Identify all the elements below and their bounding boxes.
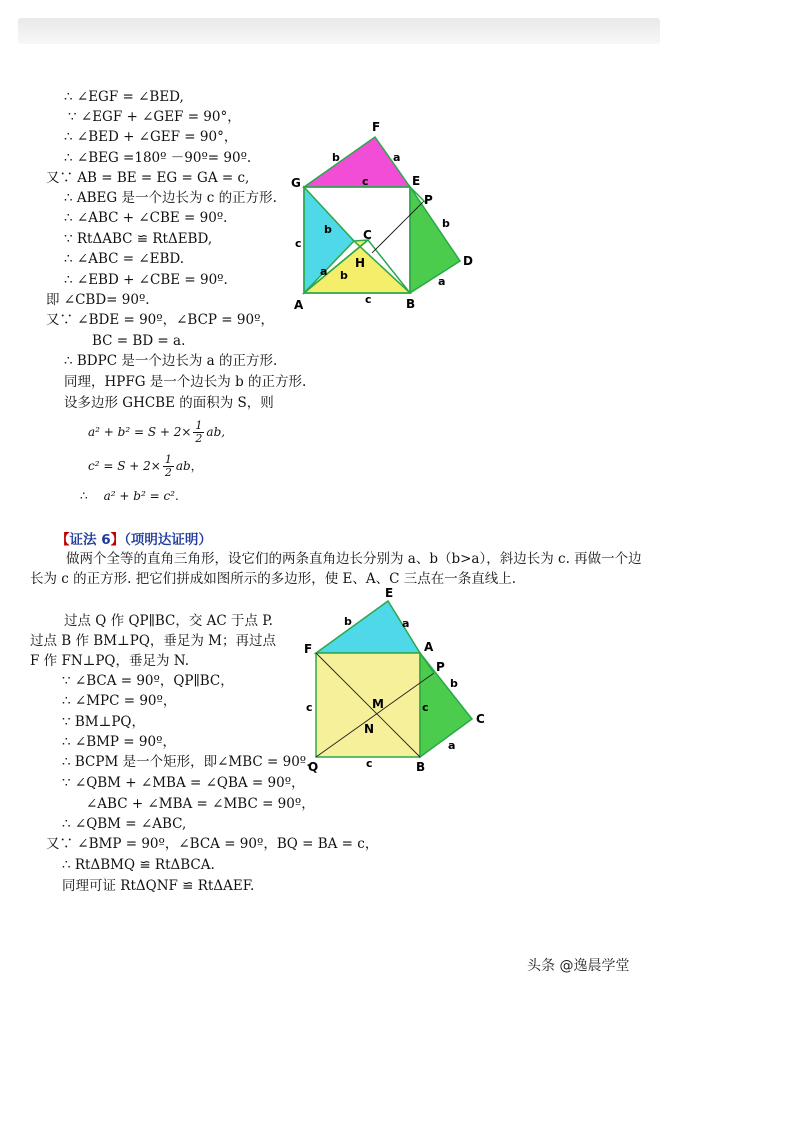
proof6-heading [56, 528, 212, 548]
side-label-b-right: b [442, 217, 450, 230]
proof6-line-5: ∴ BCPM 是一个矩形，即∠MBC = 90º. [62, 754, 311, 770]
fraction-denominator: 2 [195, 432, 203, 445]
proof5-line-13: BC = BD = a. [92, 333, 186, 349]
proof5-line-7: ∴ ∠ABC + ∠CBE = 90º. [64, 210, 228, 226]
label-c: C [363, 228, 372, 242]
fraction-half-2 [163, 454, 174, 479]
label-g: G [291, 176, 301, 190]
proof6-construct-2: 过点 B 作 BM⊥PQ，垂足为 M；再过点 [30, 633, 276, 649]
fraction-half-1 [193, 420, 204, 445]
proof5-line-2: ∵ ∠EGF + ∠GEF = 90°， [68, 109, 241, 125]
figure-1-diagram [286, 115, 486, 315]
proof5-line-11: 即 ∠CBD= 90º. [46, 292, 150, 308]
side-label-b-mid: b [340, 269, 348, 282]
formula-3-main: a² + b² = c². [103, 489, 179, 503]
proof6-line-10: ∴ RtΔBMQ ≌ RtΔBCA. [62, 857, 215, 873]
proof6-intro: 做两个全等的直角三角形，设它们的两条直角边长分别为 a、b（b>a），斜边长为 c. 再做一个边长为 c 的正方形. 把它们拼成如图所示的多边形，使 E、A、C 三点在一条直线上. [30, 551, 642, 587]
heading-label: 证法 6 [69, 532, 111, 548]
label-n: N [364, 722, 375, 736]
proof6-line-2: ∴ ∠MPC = 90º， [62, 693, 177, 709]
side-label-c-left: c [306, 701, 313, 714]
fraction-numerator: 1 [195, 419, 203, 432]
label-c: C [476, 712, 485, 726]
side-label-b-left: b [324, 223, 332, 236]
proof6-line-7: ∠ABC + ∠MBA = ∠MBC = 90º， [86, 796, 315, 812]
proof6-line-9: 又∵ ∠BMP = 90º，∠BCA = 90º，BQ = BA = c， [46, 836, 379, 852]
side-label-c-right: c [422, 701, 429, 714]
triangle-ebd [410, 187, 460, 293]
label-f: F [304, 642, 313, 656]
side-label-b-right: b [450, 677, 458, 690]
formula-2 [88, 452, 203, 480]
label-m: M [372, 697, 384, 711]
fraction-denominator: 2 [164, 466, 172, 479]
figure-2-diagram [298, 585, 498, 775]
proof5-line-6: ∴ ABEG 是一个边长为 c 的正方形. [64, 190, 277, 206]
label-q: Q [308, 760, 319, 774]
proof5-line-9: ∴ ∠ABC = ∠EBD. [64, 251, 185, 267]
side-label-a-top: a [393, 151, 401, 164]
proof5-line-8: ∵ RtΔABC ≌ RtΔEBD, [64, 231, 213, 247]
proof6-line-11: 同理可证 RtΔQNF ≌ RtΔAEF. [62, 878, 255, 894]
side-label-c-left: c [295, 237, 302, 250]
proof5-line-1: ∴ ∠EGF = ∠BED, [64, 89, 184, 105]
label-a: A [294, 298, 304, 312]
fraction-numerator: 1 [164, 453, 172, 466]
label-f: F [372, 120, 381, 134]
side-label-a-right: a [448, 739, 456, 752]
formula-2-comma: ， [190, 459, 203, 473]
proof5-line-14: ∴ BDPC 是一个边长为 a 的正方形. [64, 353, 278, 369]
label-e: E [385, 586, 394, 600]
proof6-line-4: ∴ ∠BMP = 90º， [62, 734, 176, 750]
proof6-construct-3: F 作 FN⊥PQ，垂足为 N. [30, 653, 190, 669]
proof5-line-12: 又∵ ∠BDE = 90º，∠BCP = 90º， [46, 312, 274, 328]
side-label-b-top: b [344, 615, 352, 628]
proof6-line-6: ∵ ∠QBM + ∠MBA = ∠QBA = 90º， [62, 775, 305, 791]
formula-1 [88, 418, 225, 446]
label-a: A [424, 640, 434, 654]
label-e: E [412, 174, 421, 188]
label-p: P [424, 193, 433, 207]
side-label-b-top: b [332, 151, 340, 164]
proof6-line-3: ∵ BM⊥PQ， [62, 714, 145, 730]
side-label-a-top: a [402, 617, 410, 630]
formula-2-main: c² = S + 2× [88, 459, 161, 473]
label-b: B [416, 760, 426, 774]
formula-3 [80, 487, 179, 505]
proof5-line-10: ∴ ∠EBD + ∠CBE = 90º. [64, 272, 228, 288]
label-p: P [436, 660, 445, 674]
proof5-line-4: ∴ ∠BEG =180º －90º= 90º. [64, 150, 252, 166]
label-b: B [406, 297, 416, 311]
formula-2-tail: ab [175, 459, 191, 473]
formula-1-tail: ab, [206, 425, 226, 439]
proof5-line-3: ∴ ∠BED + ∠GEF = 90°， [64, 129, 238, 145]
proof5-line-5: 又∵ AB = BE = EG = GA = c, [46, 170, 250, 186]
proof6-line-8: ∴ ∠QBM = ∠ABC, [62, 816, 187, 832]
heading-bracket-open: 【 [56, 532, 70, 548]
side-label-a-left: a [320, 265, 328, 278]
formula-1-main: a² + b² = S + 2× [88, 425, 192, 439]
heading-title: （项明达证明） [124, 532, 212, 548]
side-label-c-bottom: c [366, 757, 373, 770]
heading-bracket-close: 】 [110, 532, 125, 548]
proof5-line-15: 同理，HPFG 是一个边长为 b 的正方形. [64, 374, 307, 390]
side-label-c-top: c [362, 175, 369, 188]
proof6-line-1: ∵ ∠BCA = 90º，QP∥BC， [62, 673, 234, 689]
proof6-construct-1: 过点 Q 作 QP∥BC，交 AC 于点 P. [64, 613, 273, 629]
watermark-text: 头条 @逸晨学堂 [527, 958, 630, 974]
label-d: D [463, 254, 473, 268]
side-label-a-right: a [438, 275, 446, 288]
label-h: H [355, 256, 366, 270]
formula-3-therefore: ∴ [80, 489, 88, 503]
side-label-c-bottom: c [365, 293, 372, 306]
proof5-line-16: 设多边形 GHCBE 的面积为 S，则 [64, 395, 274, 411]
